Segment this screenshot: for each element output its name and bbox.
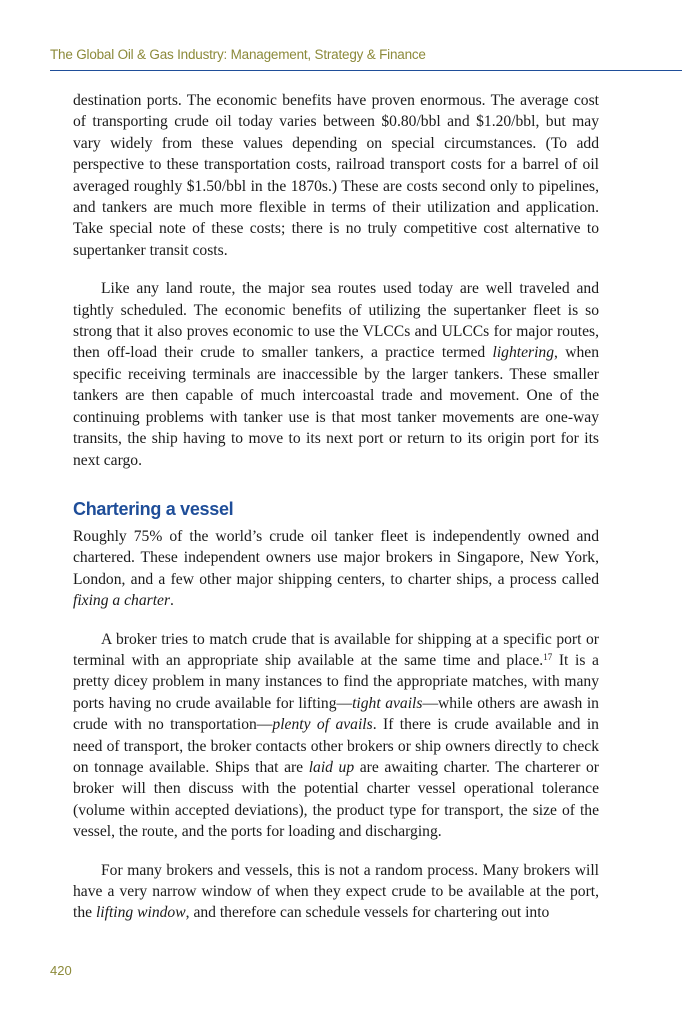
term-lightering: lightering xyxy=(492,344,555,362)
term-laid-up: laid up xyxy=(308,758,355,776)
paragraph-4-text-a: A broker tries to match crude that is available for shipping at a specific port or terminal with an appropriate ship available at the same time and place. xyxy=(73,630,599,669)
term-lifting-window: lifting window xyxy=(95,904,186,922)
footnote-marker: 17 xyxy=(543,651,553,662)
paragraph-gap xyxy=(73,261,599,278)
paragraph-4 xyxy=(73,629,599,843)
paragraph-4-text-e: are awaiting charter. The charterer or broker will then discuss with the potential charter vessel operational tolerance (volume within accepted deviations), the product type for transport, the size of the vessel, the route, and the ports for loading and discharging. xyxy=(73,758,599,841)
paragraph-2-text-a: Like any land route, the major sea routes used today are well traveled and tightly scheduled. The economic benefits of utilizing the supertanker fleet is so strong that it also proves economic to use the VLCCs and ULCCs for major routes, then off-load their crude to smaller tankers, a practice termed xyxy=(73,280,599,362)
paragraph-4-text-d: . If there is crude available and in need of transport, the broker contacts other brokers or ship owners directly to check on tonnage available. Ships that are xyxy=(73,716,599,776)
header-rule xyxy=(50,70,682,71)
paragraph-gap xyxy=(73,612,599,629)
paragraph-4-text-c: —while others are awash in crude with no transportation— xyxy=(73,694,599,734)
paragraph-5 xyxy=(73,860,599,924)
paragraph-3 xyxy=(73,526,599,612)
running-header-title: The Global Oil & Gas Industry: Management, Strategy & Finance xyxy=(50,47,426,62)
paragraph-2-text-b: , when specific receiving terminals are inaccessible by the larger tankers. These smaller tankers are then capable of much intercoastal trade and movement. One of the continuing problems with tanker use is that most tanker movements are one-way transits, the ship having to move to its next port or return to its origin port for its next cargo. xyxy=(73,344,599,469)
section-heading: Chartering a vessel xyxy=(73,498,234,519)
term-plenty-of-avails: plenty of avails xyxy=(272,716,373,734)
page-number: 420 xyxy=(50,963,72,978)
paragraph-5-text-a: For many brokers and vessels, this is not a random process. Many brokers will have a very narrow window of when they expect crude to be available at the port, the xyxy=(73,861,599,922)
paragraph-1: destination ports. The economic benefits have proven enormous. The average cost of transporting crude oil today varies between $0.80/bbl and $1.20/bbl, but may vary widely from these values depending on special circumstances. (To add perspective to these transportation costs, railroad transport costs for a barrel of oil averaged roughly $1.50/bbl in the 1870s.) These are costs second only to pipelines, and tankers are much more flexible in terms of their utilization and application. Take special note of these costs; there is no truly competitive cost alternative to supertanker transit costs. xyxy=(73,92,599,259)
paragraph-3-text-b: . xyxy=(170,592,174,610)
paragraph-2 xyxy=(73,278,599,471)
paragraph-5-text-b: , and therefore can schedule vessels for chartering out into xyxy=(185,904,550,922)
paragraph-4-text-b: It is a pretty dicey problem in many instances to find the appropriate matches, with many ports having no crude available for lifting— xyxy=(73,651,599,712)
main-text xyxy=(73,90,599,924)
term-tight-avails: tight avails xyxy=(352,694,423,712)
paragraph-gap xyxy=(73,843,599,860)
paragraph-3-text-a: Roughly 75% of the world’s crude oil tanker fleet is independently owned and chartered. These independent owners use major brokers in Singapore, New York, London, and a few other major shipping centers, to charter ships, a process called xyxy=(73,527,599,588)
term-fixing-a-charter: fixing a charter xyxy=(73,592,171,610)
